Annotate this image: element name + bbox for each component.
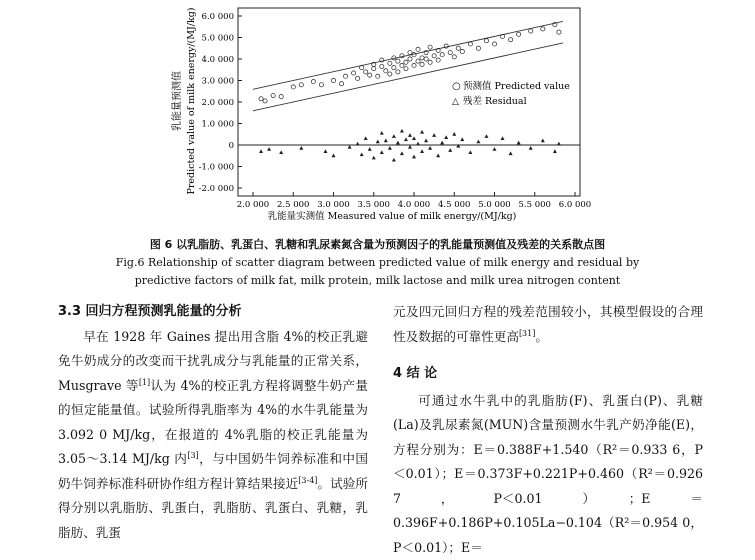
y-axis-label-zh: 乳能量预测值 bbox=[170, 71, 183, 131]
residual-point bbox=[380, 131, 384, 135]
predicted-point bbox=[428, 60, 432, 64]
residual-point bbox=[332, 154, 336, 158]
predicted-point bbox=[517, 32, 521, 36]
y-tick-label: -2.0 000 bbox=[199, 184, 234, 194]
residual-point bbox=[364, 136, 368, 140]
predicted-point bbox=[360, 66, 364, 70]
text-span: 。 bbox=[535, 329, 548, 344]
predicted-point bbox=[388, 61, 392, 65]
residual-point bbox=[267, 147, 271, 151]
residual-point bbox=[424, 139, 428, 143]
paragraph-3-3 bbox=[58, 325, 368, 546]
section-title-3-3: 3.3 回归方程预测乳能量的分析 bbox=[58, 300, 368, 325]
residual-point bbox=[428, 146, 432, 150]
predicted-point bbox=[400, 54, 404, 58]
residual-point bbox=[553, 149, 557, 153]
predicted-point bbox=[299, 83, 303, 87]
predicted-point bbox=[428, 45, 432, 49]
predicted-point bbox=[416, 47, 420, 51]
residual-point bbox=[460, 137, 464, 141]
predicted-point bbox=[259, 97, 263, 101]
residual-point bbox=[348, 145, 352, 149]
y-tick-label: 3.0 000 bbox=[202, 77, 234, 87]
legend-label-residual: 残差 Residual bbox=[463, 95, 527, 107]
predicted-point bbox=[291, 85, 295, 89]
predicted-point bbox=[372, 67, 376, 71]
predicted-point bbox=[343, 74, 347, 78]
data-points bbox=[259, 23, 561, 162]
residual-point bbox=[493, 147, 497, 151]
residual-point bbox=[444, 135, 448, 139]
residual-point bbox=[412, 155, 416, 159]
residual-point bbox=[388, 146, 392, 150]
predicted-point bbox=[456, 46, 460, 50]
predicted-point bbox=[444, 44, 448, 48]
x-tick-label: 3.5 000 bbox=[358, 200, 390, 210]
predicted-point bbox=[311, 79, 315, 83]
figure-caption-en-line2: predictive factors of milk fat, milk protein, milk lactose and milk urea nitrogen content bbox=[0, 274, 755, 287]
y-tick-label: 4.0 000 bbox=[202, 55, 234, 65]
residual-point bbox=[392, 158, 396, 162]
residual-point bbox=[420, 130, 424, 134]
predicted-point bbox=[476, 46, 480, 50]
residual-point bbox=[259, 149, 263, 153]
residual-point bbox=[456, 144, 460, 148]
left-column bbox=[58, 300, 368, 545]
predicted-point bbox=[368, 73, 372, 77]
predicted-point bbox=[468, 42, 472, 46]
legend-symbol-triangle: △ bbox=[452, 97, 459, 107]
legend-symbol-circle: ○ bbox=[452, 81, 461, 92]
prediction-band-line bbox=[253, 21, 563, 89]
residual-point bbox=[452, 132, 456, 136]
predicted-point bbox=[263, 99, 267, 103]
predicted-point bbox=[380, 64, 384, 68]
scatter-figure bbox=[0, 0, 755, 230]
residual-point bbox=[356, 142, 360, 146]
residual-point bbox=[299, 146, 303, 150]
predicted-point bbox=[420, 62, 424, 66]
predicted-point bbox=[432, 54, 436, 58]
predicted-point bbox=[384, 69, 388, 73]
residual-point bbox=[476, 140, 480, 144]
predicted-point bbox=[408, 57, 412, 61]
residual-point bbox=[517, 141, 521, 145]
x-tick-label: 2.5 000 bbox=[277, 200, 309, 210]
predicted-point bbox=[492, 42, 496, 46]
residual-point bbox=[279, 150, 283, 154]
x-tick-label: 4.5 000 bbox=[438, 200, 470, 210]
residual-point bbox=[557, 142, 561, 146]
predicted-point bbox=[279, 95, 283, 99]
residual-point bbox=[408, 133, 412, 137]
residual-point bbox=[529, 146, 533, 150]
residual-point bbox=[400, 129, 404, 133]
predicted-point bbox=[400, 63, 404, 67]
predicted-point bbox=[408, 50, 412, 54]
predicted-point bbox=[404, 60, 408, 64]
x-tick-label: 5.5 000 bbox=[519, 200, 551, 210]
residual-point bbox=[400, 151, 404, 155]
text-span: 。试验所得分别以乳脂肪、乳蛋白，乳脂肪、乳蛋白、乳糖，乳脂肪、乳蛋 bbox=[58, 476, 368, 540]
residual-point bbox=[323, 149, 327, 153]
y-tick-label: 0 bbox=[229, 141, 234, 151]
paragraph-continued bbox=[393, 300, 703, 349]
residual-point bbox=[432, 133, 436, 137]
residual-point bbox=[360, 152, 364, 156]
residual-point bbox=[420, 149, 424, 153]
residual-point bbox=[468, 150, 472, 154]
residual-point bbox=[448, 148, 452, 152]
predicted-point bbox=[557, 30, 561, 34]
y-tick-label: -1.0 000 bbox=[199, 163, 234, 173]
right-column bbox=[393, 300, 703, 560]
predicted-point bbox=[529, 29, 533, 33]
residual-point bbox=[541, 139, 545, 143]
residual-point bbox=[412, 136, 416, 140]
y-tick-label: 1.0 000 bbox=[202, 120, 234, 130]
paragraph-conclusion: 可通过水牛乳中的乳脂肪(F)、乳蛋白(P)、乳糖(La)及乳尿素氮(MUN)含量预测水牛乳产奶净能(E)，方程分别为：E＝0.388F+1.540（R²＝0.933 6，P＜0.01）；E＝0.373F+0.221P+0.460（R²＝0.926 7，P＜0.01）；E＝0.396F+0.186P+0.105La−0.104（R²＝0.954 0，P＜0.01）；E＝ bbox=[393, 389, 703, 560]
predicted-point bbox=[424, 57, 428, 61]
text-span: 认为 4%的校正乳方程将调整牛奶产量的恒定能量值。试验所得乳脂率为 4%的水牛乳能量为 3.092 0 MJ/kg，在报道的 4%乳脂的校正乳能量为 3.05～3.14 MJ/kg 内 bbox=[58, 378, 368, 467]
x-axis-label: 乳能量实测值 Measured value of milk energy/(MJ/kg) bbox=[268, 210, 517, 222]
x-axis-ticks bbox=[237, 192, 591, 210]
residual-point bbox=[396, 141, 400, 145]
citation: [1] bbox=[139, 377, 150, 386]
predicted-point bbox=[509, 38, 513, 42]
residual-point bbox=[484, 134, 488, 138]
predicted-point bbox=[436, 58, 440, 62]
section-title-4: 4 结 论 bbox=[393, 362, 703, 387]
residual-point bbox=[368, 147, 372, 151]
residual-point bbox=[372, 156, 376, 160]
predicted-point bbox=[376, 74, 380, 78]
plot-frame bbox=[238, 8, 580, 196]
legend-label-predicted: 预测值 Predicted value bbox=[463, 80, 570, 92]
residual-point bbox=[384, 139, 388, 143]
figure-caption-zh: 图 6 以乳脂肪、乳蛋白、乳糖和乳尿素氮含量为预测因子的乳能量预测值及残差的关系散点图 bbox=[0, 236, 755, 252]
predicted-point bbox=[271, 93, 275, 97]
predicted-point bbox=[331, 78, 335, 82]
predicted-point bbox=[356, 76, 360, 80]
x-tick-label: 2.0 000 bbox=[237, 200, 269, 210]
predicted-point bbox=[339, 82, 343, 86]
predicted-point bbox=[396, 59, 400, 63]
x-tick-label: 5.0 000 bbox=[478, 200, 510, 210]
citation: [3] bbox=[187, 451, 198, 460]
y-tick-label: 6.0 000 bbox=[202, 12, 234, 22]
y-tick-label: 2.0 000 bbox=[202, 98, 234, 108]
text-span: 元及四元回归方程的残差范围较小，其模型假设的合理性及数据的可靠性更高 bbox=[393, 304, 703, 344]
predicted-point bbox=[440, 53, 444, 57]
text-span: ，与中国奶牛饲养标准和中国奶牛饲养标准科研协作组方程计算结果接近 bbox=[58, 451, 368, 491]
predicted-point bbox=[396, 70, 400, 74]
predicted-point bbox=[388, 72, 392, 76]
predicted-point bbox=[452, 55, 456, 59]
predicted-point bbox=[404, 67, 408, 71]
residual-point bbox=[501, 136, 505, 140]
legend bbox=[452, 80, 570, 107]
y-axis-label-en: Predicted value of milk energy/(MJ/kg) bbox=[186, 7, 197, 194]
y-axis-ticks bbox=[199, 12, 242, 194]
predicted-point bbox=[416, 59, 420, 63]
predicted-point bbox=[319, 83, 323, 87]
citation: [31] bbox=[519, 328, 535, 337]
residual-point bbox=[376, 140, 380, 144]
predicted-point bbox=[484, 39, 488, 43]
predicted-point bbox=[392, 66, 396, 70]
predicted-point bbox=[541, 27, 545, 31]
residual-point bbox=[408, 145, 412, 149]
y-tick-label: 5.0 000 bbox=[202, 34, 234, 44]
citation: [3-4] bbox=[298, 475, 317, 484]
x-tick-label: 4.0 000 bbox=[398, 200, 430, 210]
predicted-point bbox=[364, 70, 368, 74]
x-tick-label: 3.0 000 bbox=[317, 200, 349, 210]
text-span: 早在 1928 年 Gaines 提出用含脂 4%的校正乳避免牛奶成分的改变而干扰乳成分与乳能量的正常关系，Musgrave 等 bbox=[58, 329, 368, 393]
predicted-point bbox=[420, 56, 424, 60]
x-tick-label: 6.0 000 bbox=[559, 200, 591, 210]
residual-point bbox=[404, 137, 408, 141]
figure-caption-en-line1: Fig.6 Relationship of scatter diagram between predicted value of milk energy and residual by bbox=[0, 256, 755, 269]
residual-point bbox=[380, 150, 384, 154]
residual-point bbox=[416, 142, 420, 146]
residual-point bbox=[440, 141, 444, 145]
residual-point bbox=[436, 154, 440, 158]
predicted-point bbox=[460, 49, 464, 53]
predicted-point bbox=[412, 63, 416, 67]
predicted-point bbox=[448, 50, 452, 54]
residual-point bbox=[509, 151, 513, 155]
residual-point bbox=[392, 134, 396, 138]
predicted-point bbox=[352, 71, 356, 75]
